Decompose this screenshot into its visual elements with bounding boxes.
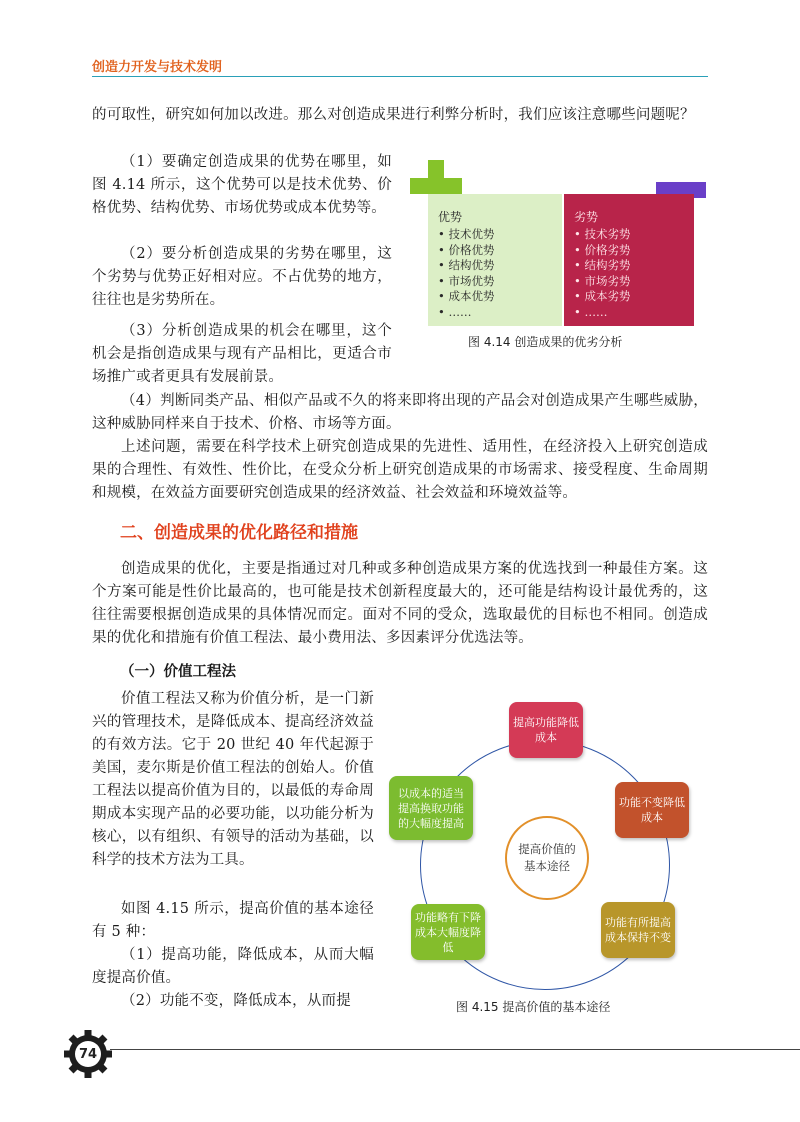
figure-advantage-analysis (410, 160, 710, 330)
list-item: • 价格优势 (438, 242, 495, 257)
advantage-list (438, 227, 494, 320)
list-item: • 技术优势 (438, 227, 495, 241)
paragraph-optimization: 创造成果的优化，主要是指通过对几种或多种创造成果方案的优选找到一种最佳方案。这个方案可能是性价比最高的，也可能是技术创新程度最大的，还可能是结构设计最优秀的，这往往需要根据创造成果的具体情况而定。面对不同的受众，选取最优的目标也不相同。创造成果的优化和措施有价值工程法、最小费用法、多因素评分优选法等。 (92, 561, 708, 646)
paragraph-path-1: （1）提高功能，降低成本，从而大幅度提高价值。 (92, 947, 374, 986)
figure-caption-4-15: 图 4.15 提高价值的基本途径 (456, 1000, 611, 1014)
list-item: • 结构优势 (438, 258, 495, 272)
disadvantage-box (564, 194, 694, 326)
node-path-5: 以成本的适当提高换取功能的大幅度提高 (389, 776, 473, 840)
paragraph-disadvantage: （2）要分析创造成果的劣势在哪里，这个劣势与优势正好相对应。不占优势的地方，往往也是劣势所在。 (92, 246, 392, 308)
figure-caption-4-14: 图 4.14 创造成果的优劣分析 (468, 335, 623, 349)
footer-divider (110, 1049, 800, 1050)
paragraph-threat: （4）判断同类产品、相似产品或不久的将来即将出现的产品会对创造成果产生哪些威胁，这种威胁同样来自于技术、价格、市场等方面。 (92, 393, 708, 432)
list-item: • …… (438, 304, 472, 319)
list-item: • 成本优势 (438, 289, 495, 303)
node-path-1: 提高功能降低成本 (509, 702, 583, 758)
list-item: • 市场劣势 (574, 273, 631, 288)
subsection-heading: （一）价值工程法 (120, 664, 236, 680)
figure-value-paths (385, 690, 710, 975)
node-path-2: 功能不变降低成本 (615, 782, 689, 838)
list-item: • 技术劣势 (574, 227, 631, 241)
page-number: 74 (78, 1046, 98, 1062)
node-path-4: 功能略有下降成本大幅度降低 (411, 904, 485, 960)
paragraph-figure-ref: 如图 4.15 所示，提高价值的基本途径有 5 种： (92, 901, 374, 940)
list-item: • 价格劣势 (574, 242, 631, 257)
header-divider (92, 76, 708, 77)
list-item: • 成本劣势 (574, 289, 631, 303)
node-path-3: 功能有所提高成本保持不变 (601, 902, 675, 958)
list-item: • …… (574, 304, 608, 319)
list-item: • 结构劣势 (574, 258, 631, 272)
section-heading: 二、创造成果的优化路径和措施 (120, 523, 358, 543)
advantage-title: 优势 (438, 210, 463, 224)
paragraph-intro: 的可取性，研究如何加以改进。那么对创造成果进行利弊分析时，我们应该注意哪些问题呢？ (92, 107, 695, 123)
paragraph-opportunity: （3）分析创造成果的机会在哪里，这个机会是指创造成果与现有产品相比，更适合市场推广或者更具有发展前景。 (92, 323, 392, 385)
disadvantage-list (574, 227, 630, 320)
list-item: • 市场优势 (438, 273, 495, 288)
paragraph-advantage: （1）要确定创造成果的优势在哪里，如图 4.14 所示，这个优势可以是技术优势、价格优势、结构优势、市场优势或成本优势等。 (92, 154, 392, 216)
paragraph-value-engineering: 价值工程法又称为价值分析，是一门新兴的管理技术，是降低成本、提高经济效益的有效方法。它于 20 世纪 40 年代起源于美国，麦尔斯是价值工程法的创始人。价值工程法以提高价值为目的，以最低的寿命周期成本实现产品的必要功能，以功能分析为核心，以有组织、有领导的活动为基础，以科学的技术方法为工具。 (92, 691, 374, 868)
running-header: 创造力开发与技术发明 (92, 60, 223, 75)
center-node: 提高价值的基本途径 (505, 816, 589, 900)
advantage-box (428, 194, 562, 326)
paragraph-path-2: （2）功能不变，降低成本，从而提 (121, 993, 351, 1009)
paragraph-summary: 上述问题，需要在科学技术上研究创造成果的先进性、适用性，在经济投入上研究创造成果的合理性、有效性、性价比，在受众分析上研究创造成果的市场需求、接受程度、生命周期和规模，在效益方面要研究创造成果的经济效益、社会效益和环境效益等。 (92, 439, 708, 501)
disadvantage-title: 劣势 (574, 210, 599, 224)
